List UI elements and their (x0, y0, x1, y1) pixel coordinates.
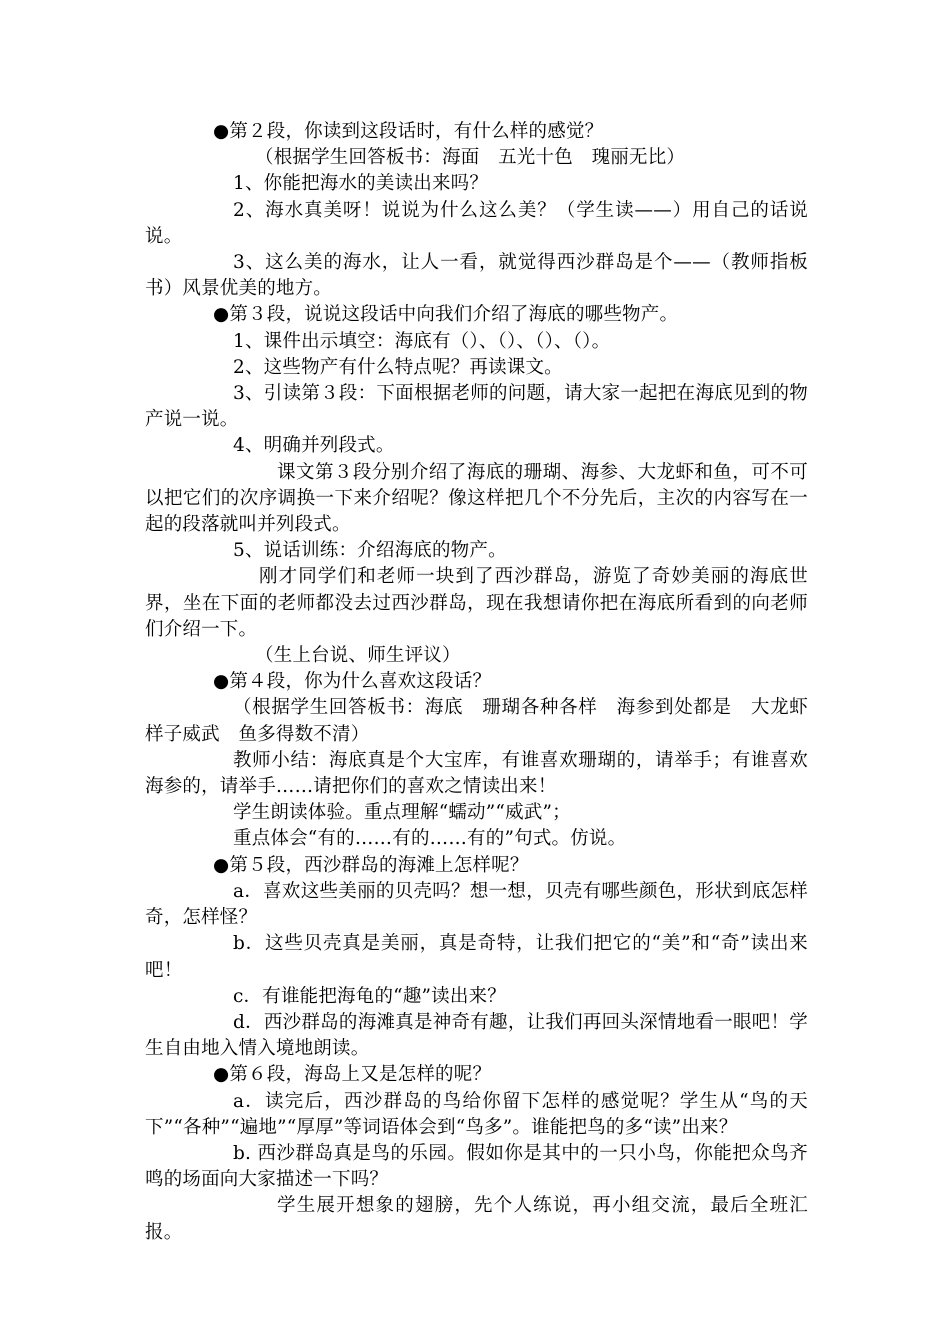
board-note: （生上台说、师生评议） (255, 645, 461, 667)
step-item: a．读完后，西沙群岛的鸟给你留下怎样的感觉呢？学生从“鸟的天下”“各种”“遍地”“厚厚”等词语体会到“鸟多”。谁能把鸟的多“读”出来？ (145, 1090, 808, 1138)
step-item: 5、说话训练：介绍海底的物产。 (233, 540, 507, 562)
step-item: 2、这些物产有什么特点呢？再读课文。 (233, 356, 563, 378)
section-heading-6: ●第６段，海岛上又是怎样的呢？ (213, 1064, 492, 1086)
board-note: （根据学生回答板书：海底 珊瑚各种各样 海参到处都是 大龙虾样子威武 鱼多得数不清） (145, 697, 808, 745)
step-item: 3、这么美的海水，让人一看，就觉得西沙群岛是个——（教师指板书）风景优美的地方。 (145, 252, 808, 300)
document-body (145, 119, 808, 1246)
body-paragraph: 教师小结：海底真是个大宝库，有谁喜欢珊瑚的，请举手；有谁喜欢海参的，请举手……请把你们的喜欢之情读出来！ (145, 749, 808, 798)
step-item: 1、课件出示填空：海底有（）、（）、（）、（）。 (233, 330, 611, 352)
body-paragraph: 学生朗读体验。重点理解“蠕动”“威武”； (233, 802, 571, 824)
section-heading-3: ●第３段，说说这段话中向我们介绍了海底的哪些物产。 (213, 304, 679, 326)
step-item: b. 西沙群岛真是鸟的乐园。假如你是其中的一只小鸟，你能把众鸟齐鸣的场面向大家描述一下吗？ (145, 1142, 808, 1191)
step-item: d．西沙群岛的海滩真是神奇有趣，让我们再回头深情地看一眼吧！学生自由地入情入境地朗读。 (145, 1011, 808, 1060)
step-item: 1、你能把海水的美读出来吗？ (233, 173, 489, 195)
body-paragraph: 重点体会“有的……有的……有的”句式。仿说。 (233, 828, 627, 850)
section-heading-5: ●第５段，西沙群岛的海滩上怎样呢？ (213, 854, 529, 876)
step-item: 2、海水真美呀！说说为什么这么美？（学生读——）用自己的话说说。 (145, 199, 808, 247)
board-note: （根据学生回答板书：海面 五光十色 瑰丽无比） (255, 147, 686, 169)
body-paragraph: 学生展开想象的翅膀，先个人练说，再小组交流，最后全班汇报。 (145, 1195, 808, 1243)
section-heading-2: ●第２段，你读到这段话时，有什么样的感觉？ (213, 121, 604, 142)
step-item: 4、明确并列段式。 (233, 435, 395, 457)
step-item: 3、引读第３段：下面根据老师的问题，请大家一起把在海底见到的物产说一说。 (145, 383, 808, 431)
body-paragraph: 刚才同学们和老师一块到了西沙群岛，游览了奇妙美丽的海底世界，坐在下面的老师都没去过西沙群岛，现在我想请你把在海底所看到的向老师们介绍一下。 (145, 566, 808, 640)
step-item: c．有谁能把海龟的“趣”读出来？ (233, 985, 506, 1007)
body-paragraph: 课文第３段分别介绍了海底的珊瑚、海参、大龙虾和鱼，可不可以把它们的次序调换一下来介绍呢？像这样把几个不分先后，主次的内容写在一起的段落就叫并列段式。 (145, 461, 808, 536)
step-item: a．喜欢这些美丽的贝壳吗？想一想，贝壳有哪些颜色，形状到底怎样奇，怎样怪？ (145, 880, 808, 929)
step-item: b．这些贝壳真是美丽，真是奇特，让我们把它的“美”和“奇”读出来吧！ (145, 933, 808, 981)
section-heading-4: ●第４段，你为什么喜欢这段话？ (213, 671, 492, 693)
